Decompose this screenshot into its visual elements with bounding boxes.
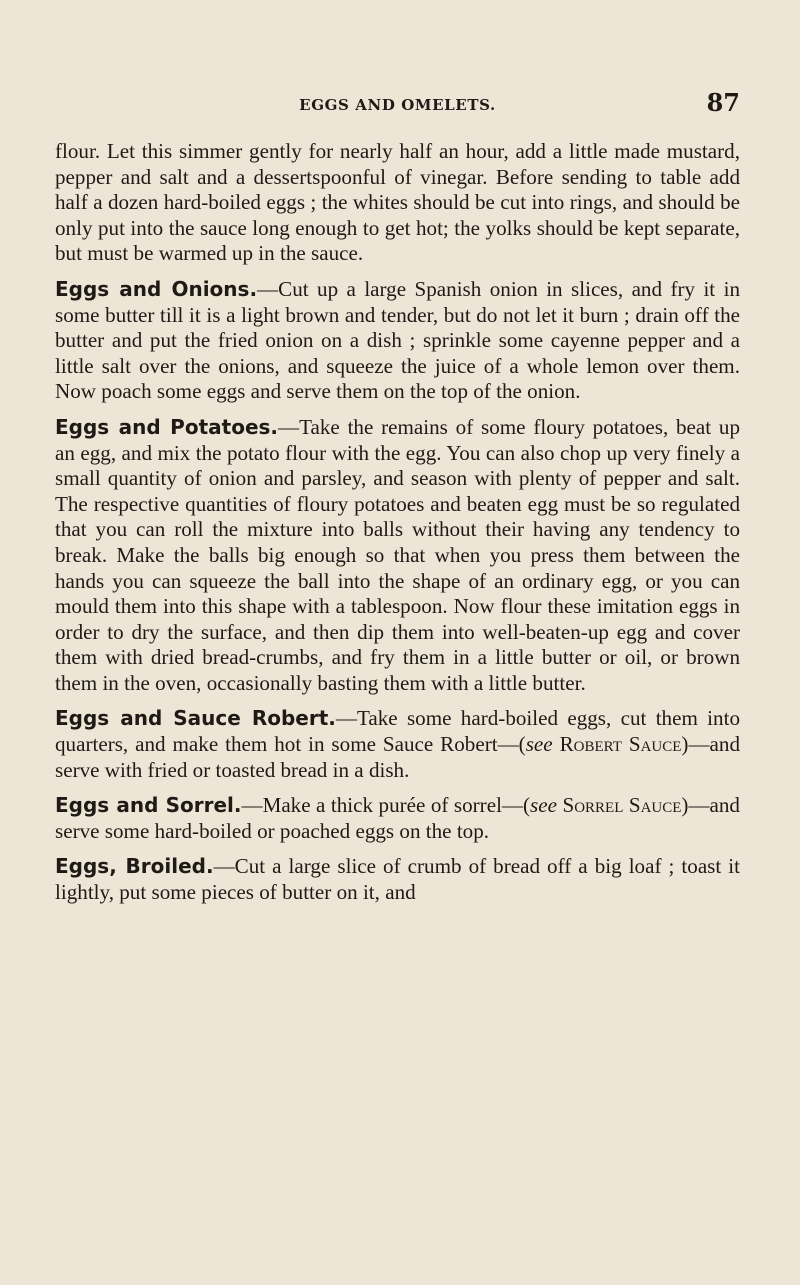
see-reference-word: see (530, 793, 557, 818)
recipe-text: )—and serve with fried or toasted bread in a dish. (55, 732, 740, 782)
cross-reference: Sorrel Sauce (562, 793, 682, 818)
recipe-heading: Eggs and Onions. (55, 276, 258, 301)
cross-reference: Robert Sauce (559, 732, 682, 757)
recipe-eggs-and-sorrel (55, 793, 740, 844)
running-head (55, 88, 740, 122)
running-head-title: EGGS AND OMELETS. (299, 96, 496, 114)
paragraph-text: flour. Let this simmer gently for nearly half an hour, add a little made mustard, pepper and salt and a dessertspoonful of vinegar. Before sending to table add half a dozen hard-boiled eggs ; the whites should be cut into rings, and should be only put into the sauce long enough to get hot; the yolks should be kept separate, but must be warmed up in the sauce. (55, 139, 740, 266)
recipe-text: —Cut a large slice of crumb of bread off a big loaf ; toast it lightly, put some pieces of butter on it, and (55, 854, 741, 905)
recipe-eggs-broiled (55, 854, 740, 905)
recipe-text: —Make a thick purée of sorrel—( (241, 793, 531, 818)
see-reference-word: see (525, 732, 553, 757)
recipe-heading: Eggs and Potatoes. (55, 414, 279, 439)
recipe-text: —Take the remains of some floury potatoes, beat up an egg, and mix the potato flour with the egg. You can also chop up very finely a small quantity of onion and parsley, and season with plenty of pepper and salt. The respective quantities of floury potatoes and beaten egg must be so regulated that you can roll the mixture into balls without their having any tendency to break. Make the balls big enough so that when you press them between the hands you can squeeze the ball into the shape of an ordinary egg, or you can mould them into this shape with a tablespoon. Now flour these imitation eggs in order to dry the surface, and then dip them into well-beaten-up egg and cover them with dried bread-crumbs, and fry them in a little butter or oil, or brown them in the oven, occasionally basting them with a little butter. (55, 414, 741, 695)
recipe-text: )—and serve some hard-boiled or poached eggs on the top. (55, 793, 740, 843)
recipe-eggs-and-sauce-robert (55, 706, 740, 783)
recipe-text: —Cut up a large Spanish onion in slices, and fry it in some butter till it is a light brown and tender, but do not let it burn ; drain off the butter and put the fried onion on a dish ; sprinkle some cayenne pepper and a little salt over the onions, and squeeze the juice of a whole lemon over them. Now poach some eggs and serve them on the top of the onion. (55, 276, 740, 404)
recipe-heading: Eggs and Sauce Robert. (55, 706, 336, 731)
recipe-eggs-and-potatoes (55, 415, 740, 697)
page-number: 87 (706, 88, 740, 117)
paragraph-continued (55, 139, 740, 267)
recipe-eggs-and-onions (55, 277, 740, 405)
body-text (55, 139, 740, 906)
recipe-heading: Eggs, Broiled. (55, 854, 214, 879)
recipe-text: —Take some hard-boiled eggs, cut them into quarters, and make them hot in some Sauce Robert—( (55, 706, 740, 757)
recipe-heading: Eggs and Sorrel. (55, 793, 242, 818)
